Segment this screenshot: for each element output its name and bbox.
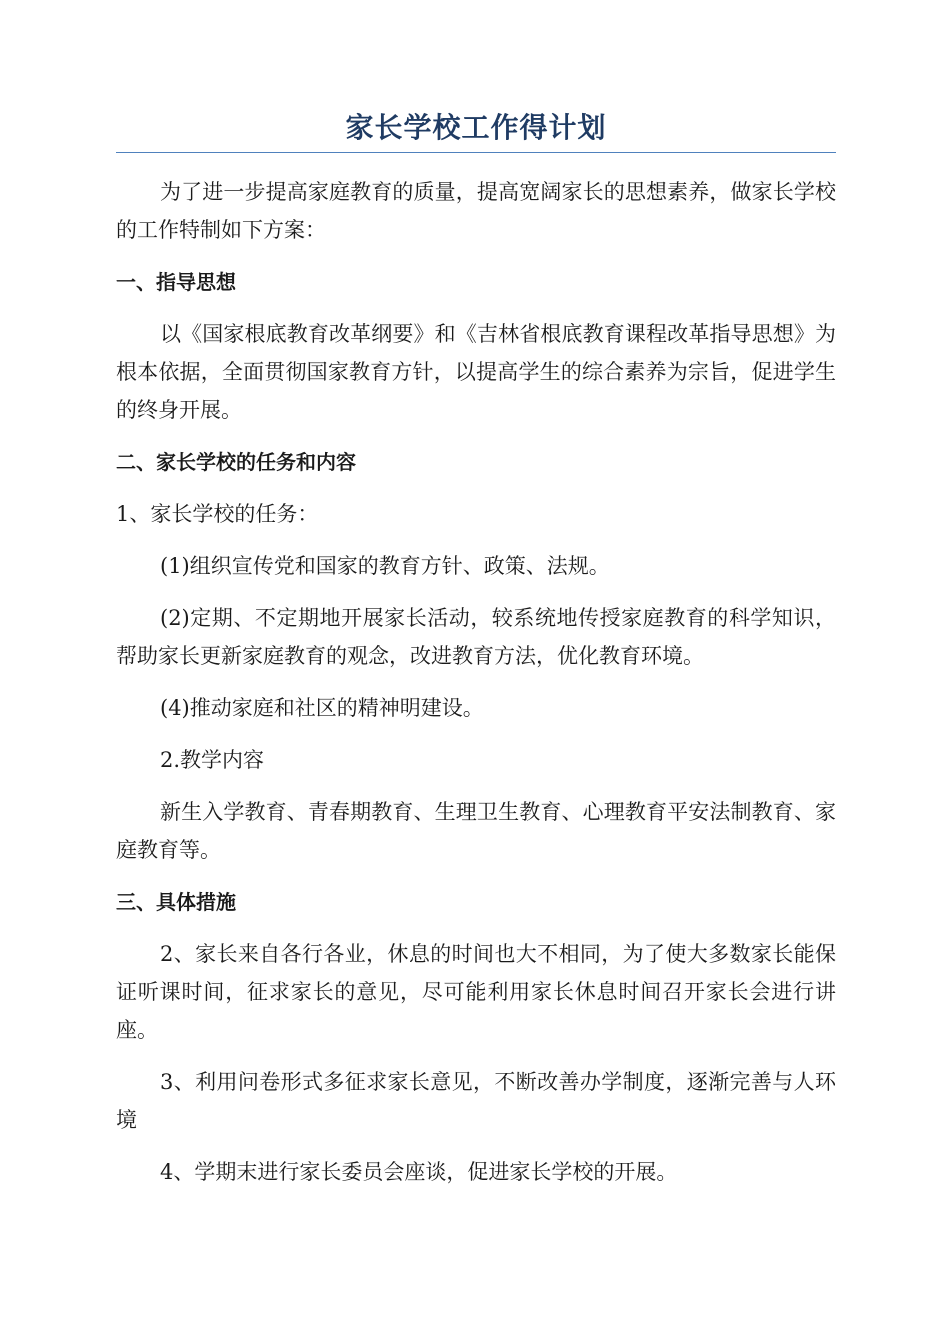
measure-item-2: 2、家长来自各行各业，休息的时间也大不相同，为了使大多数家长能保证听课时间，征求家长的意见，尽可能利用家长休息时间召开家长会进行讲座。: [116, 942, 836, 1042]
document-title: 家长学校工作得计划: [345, 111, 607, 144]
guiding-thought-paragraph: 以《国家根底教育改革纲要》和《吉林省根底教育课程改革指导思想》为根本依据，全面贯彻国家教育方针，以提高学生的综合素养为宗旨，促进学生的终身开展。: [116, 322, 836, 422]
task-item-1: (1)组织宣传党和国家的教育方针、政策、法规。: [160, 554, 610, 578]
measure-item-3: 3、利用问卷形式多征求家长意见，不断改善办学制度，逐渐完善与人环境: [116, 1070, 836, 1132]
intro-paragraph: 为了进一步提高家庭教育的质量，提高宽阔家长的思想素养，做家长学校的工作特制如下方案：: [116, 180, 836, 242]
section-heading-guiding-thought: 一、指导思想: [116, 270, 236, 294]
measure-item-4: 4、学期末进行家长委员会座谈，促进家长学校的开展。: [160, 1160, 678, 1184]
document-page: [116, 108, 836, 1205]
task-item-4: (4)推动家庭和社区的精神明建设。: [160, 696, 484, 720]
title-underline: [116, 152, 836, 153]
teaching-content-paragraph: 新生入学教育、青春期教育、生理卫生教育、心理教育平安法制教育、家庭教育等。: [116, 800, 836, 862]
subheading-teaching-content: 2.教学内容: [160, 748, 265, 772]
subheading-tasks: 1、家长学校的任务：: [116, 502, 319, 526]
section-heading-measures: 三、具体措施: [116, 890, 236, 914]
section-heading-tasks-content: 二、家长学校的任务和内容: [116, 450, 356, 474]
task-item-2: (2)定期、不定期地开展家长活动，较系统地传授家庭教育的科学知识，帮助家长更新家庭教育的观念，改进教育方法，优化教育环境。: [116, 606, 836, 668]
